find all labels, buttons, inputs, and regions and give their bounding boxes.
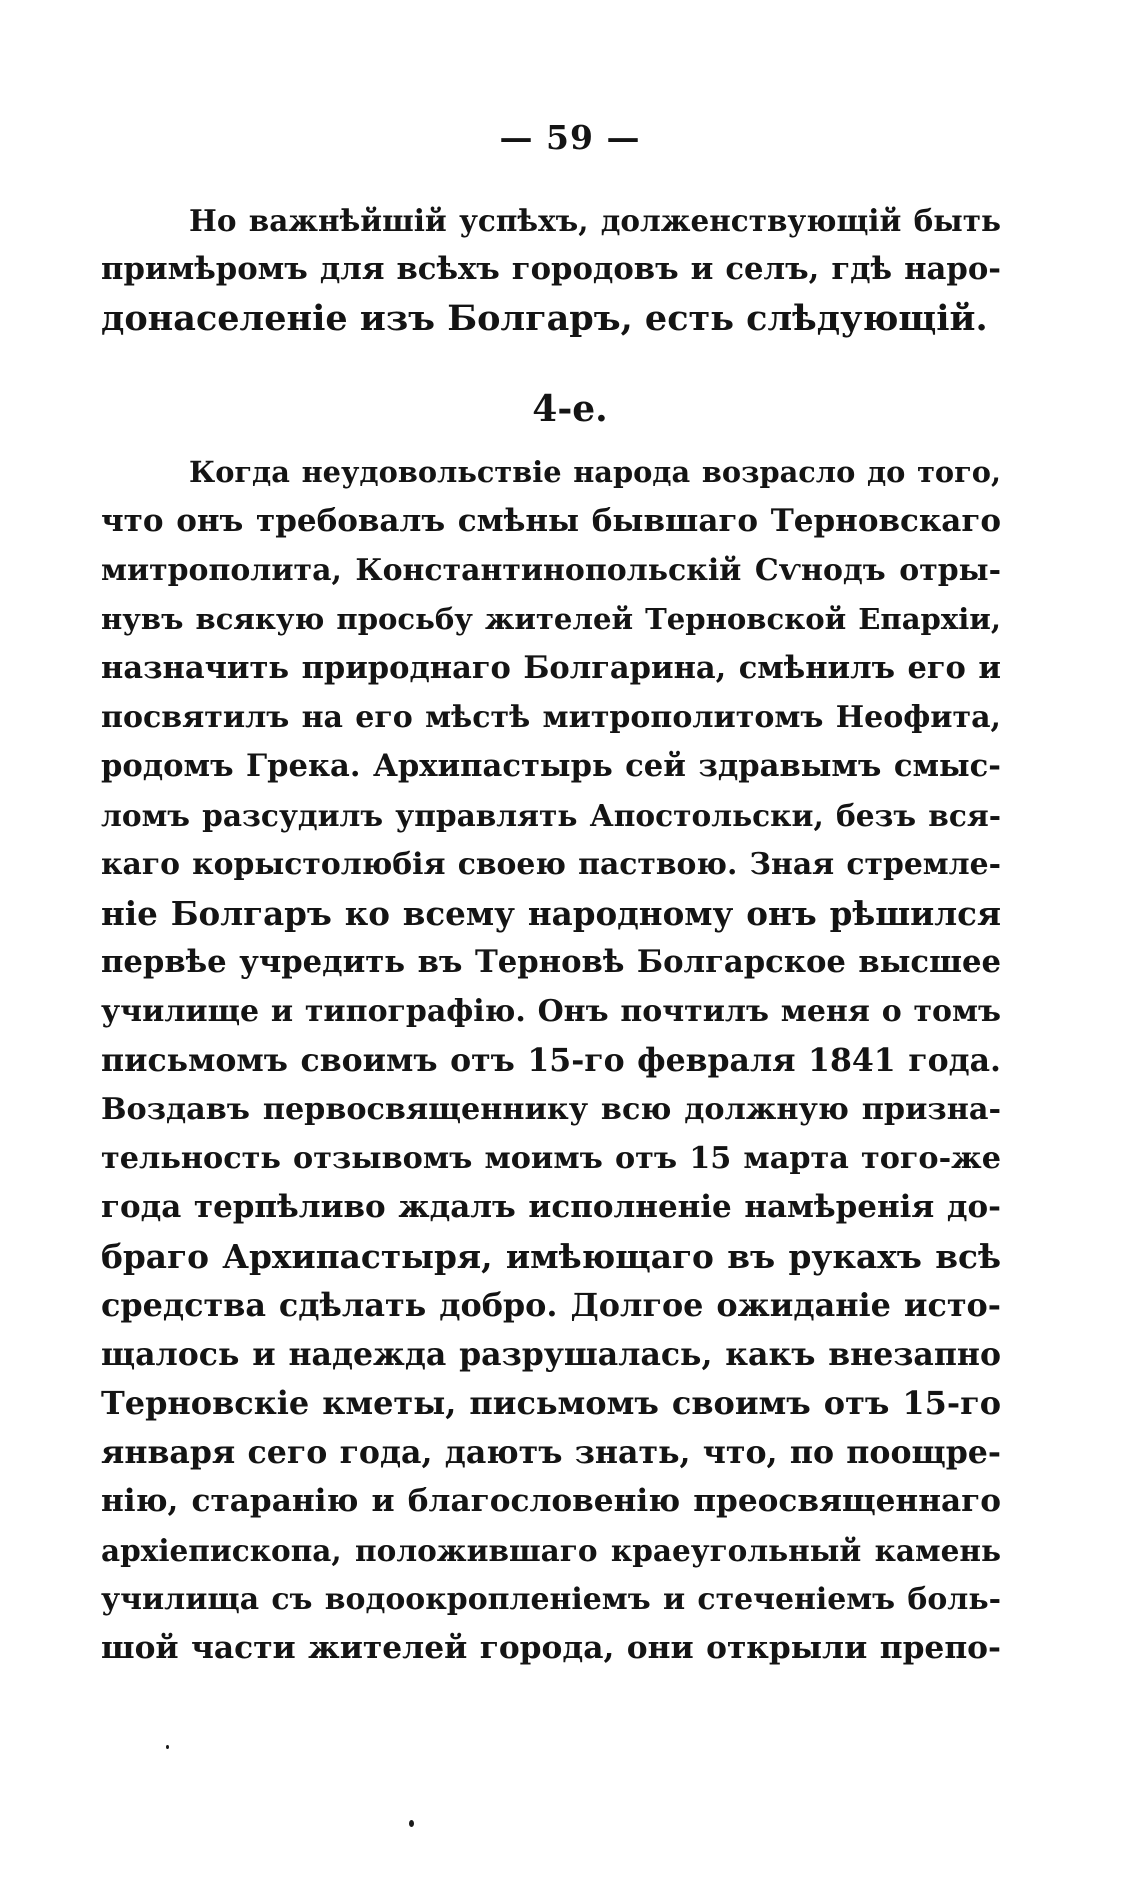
print-speck [409,1820,414,1827]
paragraph-line: Терновскіе кметы, письмомъ своимъ отъ 15-го [101,1384,1001,1422]
paragraph-line: шой части жителей города, они открыли препо- [101,1630,1001,1666]
paragraph-line: нію, старанію и благословенію преосвященнаго [101,1483,1001,1519]
paragraph-line: училище и типографію. Онъ почтилъ меня о томъ [101,994,1001,1029]
paragraph-line: щалось и надежда разрушалась, какъ внезапно [101,1336,1001,1373]
paragraph-line: средства сдѣлать добро. Долгое ожиданіе исто- [101,1286,1001,1324]
paragraph-line: училища съ водоокропленіемъ и стеченіемъ боль- [101,1582,1001,1617]
main-paragraph [101,448,1001,1673]
intro-paragraph [101,196,1001,343]
paragraph-line: ніе Болгаръ ко всему народному онъ рѣшился [101,894,1001,933]
paragraph-line: браго Архипастыря, имѣющаго въ рукахъ всѣ [101,1237,1001,1276]
paragraph-line: ломъ разсудилъ управлять Апостольски, безъ вся- [101,798,1001,833]
intro-line: Но важнѣйшій успѣхъ, долженствующій быть [189,203,1001,238]
paragraph-line: посвятилъ на его мѣстѣ митрополитомъ Неофита, [101,700,1001,735]
paragraph-line: назначить природнаго Болгарина, смѣнилъ его и [101,650,1001,686]
paragraph-line: Когда неудовольствіе народа возрасло до того, [189,455,1001,489]
intro-line: примѣромъ для всѣхъ городовъ и селъ, гдѣ наро- [101,251,1001,287]
paragraph-line: что онъ требовалъ смѣны бывшаго Терновскаго [101,503,1001,539]
paragraph-line: каго корыстолюбія своею паствою. Зная стремле- [101,847,1001,882]
paragraph-line: Воздавъ первосвященнику всю должную призна- [101,1092,1001,1127]
paragraph-line: архіепископа, положившаго краеугольный камень [101,1533,1001,1568]
page-number: — 59 — [499,118,641,157]
paragraph-line: письмомъ своимъ отъ 15-го февраля 1841 года. [101,1042,1001,1079]
paragraph-line: года терпѣливо ждалъ исполненіе намѣренія до- [101,1189,1001,1225]
paragraph-line: родомъ Грека. Архипастырь сей здравымъ смыс- [101,748,1001,784]
paragraph-line: тельность отзывомъ моимъ отъ 15 марта того-же [101,1141,1001,1176]
intro-line: донаселеніе изъ Болгаръ, есть слѣдующій. [101,298,988,339]
paragraph-line: нувъ всякую просьбу жителей Терновской Епархіи, [101,602,1001,636]
section-heading: 4-е. [532,388,608,430]
print-speck [166,1745,169,1749]
paragraph-line: митрополита, Константинопольскій Сѵнодъ отры- [101,553,1001,588]
paragraph-line: первѣе учредить въ Терновѣ Болгарское высшее [101,944,1001,980]
paragraph-line: января сего года, даютъ знать, что, по поощре- [101,1434,1001,1471]
